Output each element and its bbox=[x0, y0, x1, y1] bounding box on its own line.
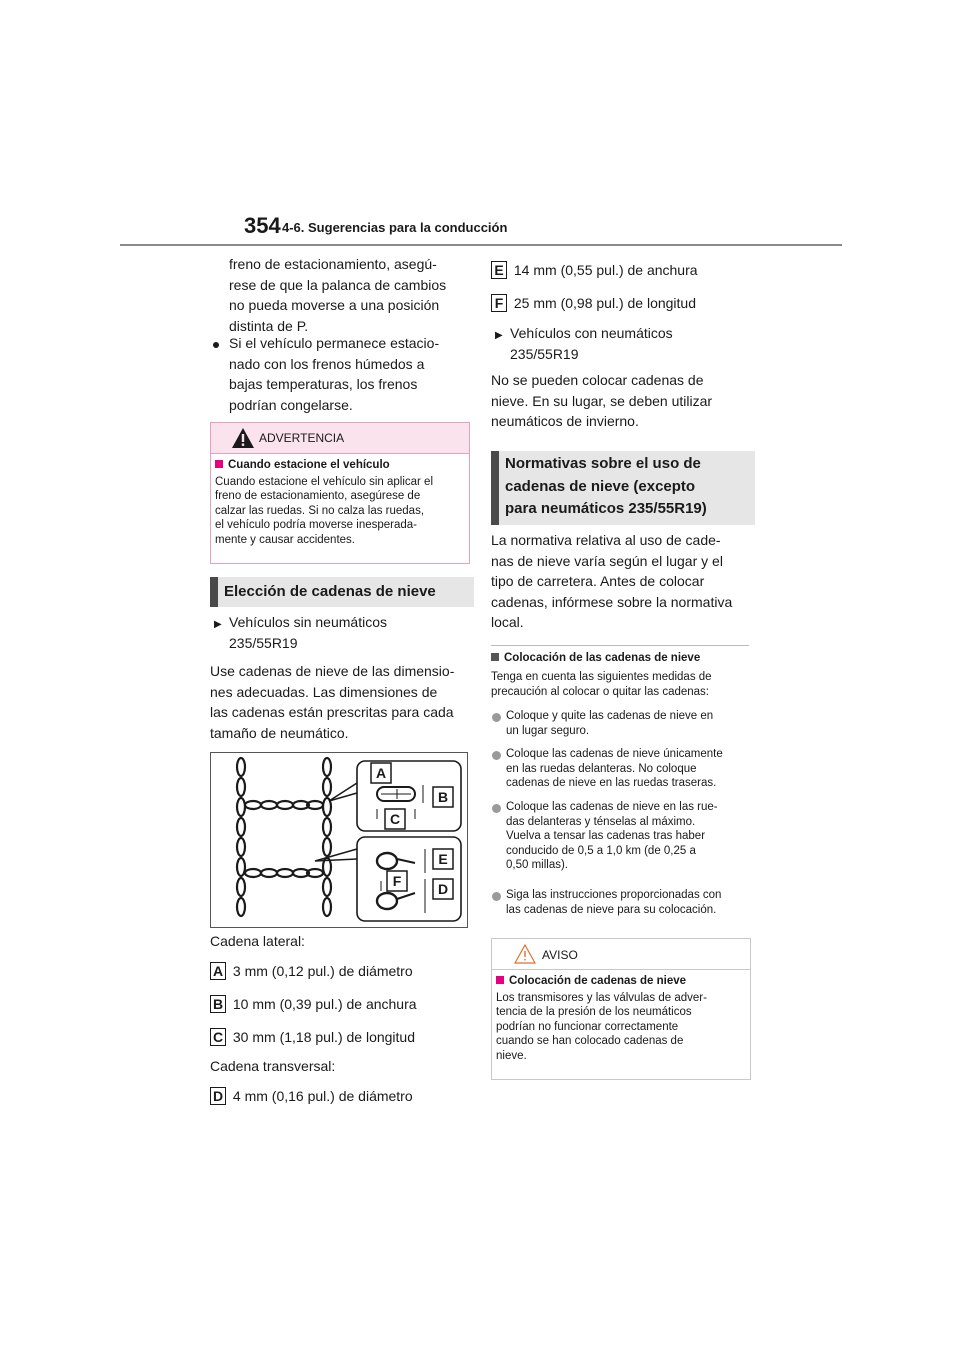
notice-box bbox=[491, 938, 751, 1080]
section-heading bbox=[491, 451, 755, 525]
notice-triangle-icon bbox=[514, 944, 536, 964]
item-text: 4 mm (0,16 pul.) de diámetro bbox=[232, 1088, 413, 1104]
text-line: 235/55R19 bbox=[510, 345, 579, 362]
text-line: cuando se han colocado cadenas de bbox=[496, 1035, 684, 1047]
triangle-bullet-icon: ▶ bbox=[495, 330, 503, 341]
warning-subtitle: Cuando estacione el vehículo bbox=[215, 458, 465, 473]
warning-header bbox=[211, 423, 469, 454]
triangle-bullet-icon: ▶ bbox=[214, 619, 222, 630]
item-text: 14 mm (0,55 pul.) de anchura bbox=[513, 262, 698, 278]
item-d bbox=[210, 1086, 413, 1107]
warning-box bbox=[210, 422, 470, 564]
text-line: rese de que la palanca de cambios bbox=[229, 276, 447, 293]
text-line: las cadenas están prescritas para cada bbox=[210, 704, 454, 720]
notice-body bbox=[496, 974, 746, 1063]
text-line: Use cadenas de nieve de las dimensio- bbox=[210, 663, 455, 679]
label-box: F bbox=[491, 294, 507, 312]
figure-label-a: A bbox=[375, 765, 387, 781]
text-line: podrían no funcionar correctamente bbox=[496, 1020, 679, 1033]
text-line: distinta de P. bbox=[229, 317, 309, 334]
text-line: freno de estacionamiento, asegú- bbox=[229, 256, 437, 272]
item-text: 30 mm (1,18 pul.) de longitud bbox=[232, 1029, 415, 1045]
bullet-dot bbox=[492, 751, 501, 760]
text-line: Vehículos con neumáticos bbox=[510, 325, 673, 341]
bullet-dot bbox=[492, 892, 501, 901]
subsection-title bbox=[510, 323, 750, 364]
subsection-heading: Colocación de las cadenas de nieve bbox=[491, 651, 753, 666]
text-line: Si el vehículo permanece estacio- bbox=[229, 335, 440, 351]
text-line: el vehículo podría moverse inesperada- bbox=[215, 519, 418, 531]
text-line: Cuando estacione el vehículo sin aplicar el bbox=[215, 475, 433, 488]
text-line: Tenga en cuenta las siguientes medidas de bbox=[491, 671, 712, 683]
cross-chain-label: Cadena transversal: bbox=[210, 1058, 336, 1074]
item-c bbox=[210, 1027, 415, 1048]
notice-subtitle: Colocación de cadenas de nieve bbox=[496, 974, 746, 989]
item-a bbox=[210, 961, 413, 982]
text-line: nado con los frenos húmedos a bbox=[229, 355, 425, 372]
header-rule bbox=[120, 244, 842, 246]
bullet-dot bbox=[492, 713, 501, 722]
dimensions-paragraph bbox=[210, 661, 470, 743]
subsection-title bbox=[229, 612, 479, 653]
text-line: No se pueden colocar cadenas de bbox=[491, 372, 704, 388]
text-line: nas de nieve varía según el lugar y el bbox=[491, 552, 723, 569]
text-line: Coloque las cadenas de nieve en las rue- bbox=[506, 801, 718, 813]
text-line: La normativa relativa al uso de cade- bbox=[491, 532, 721, 548]
item-e bbox=[491, 260, 698, 281]
text-line: das delanteras y ténselas al máximo. bbox=[506, 815, 696, 828]
text-line: 0,50 millas). bbox=[506, 859, 568, 871]
text-line: precaución al colocar o quitar las cadenas: bbox=[491, 685, 709, 698]
text-line: conducido de 0,5 a 1,0 km (de 0,25 a bbox=[506, 844, 696, 857]
figure-label-e: E bbox=[438, 851, 448, 867]
item-b bbox=[210, 994, 417, 1015]
text-line: bajas temperaturas, los frenos bbox=[229, 376, 418, 392]
label-box: A bbox=[210, 962, 226, 980]
text-line: Los transmisores y las válvulas de adver- bbox=[496, 991, 707, 1004]
text-line: en las ruedas delanteras. No coloque bbox=[506, 762, 697, 775]
precaution-bullet bbox=[506, 888, 756, 917]
text-line: Normativas sobre el uso de bbox=[505, 455, 701, 472]
text-line: para neumáticos 235/55R19) bbox=[505, 500, 707, 517]
label-box: B bbox=[210, 995, 226, 1013]
text-line: tamaño de neumático. bbox=[210, 724, 349, 741]
item-text: 3 mm (0,12 pul.) de diámetro bbox=[232, 963, 413, 979]
text-line: nieve. bbox=[496, 1049, 527, 1062]
bullet-dot bbox=[213, 342, 219, 348]
text-line: cadenas, infórmese sobre la normativa bbox=[491, 593, 733, 610]
figure-label-b: B bbox=[437, 789, 449, 805]
text-line: cadenas de nieve (excepto bbox=[505, 477, 696, 495]
text-line: local. bbox=[491, 614, 524, 630]
chain-figure bbox=[210, 752, 468, 928]
precaution-bullet bbox=[506, 747, 756, 791]
page-number: 354 bbox=[244, 213, 281, 238]
winter-tires-paragraph bbox=[491, 370, 751, 432]
square-icon bbox=[215, 460, 223, 468]
text-line: tipo de carretera. Antes de colocar bbox=[491, 573, 705, 589]
text-line: cadenas de nieve en las ruedas traseras. bbox=[506, 777, 717, 789]
warning-body bbox=[215, 458, 465, 547]
section-title: 4-6. Sugerencias para la conducción bbox=[282, 220, 508, 235]
figure-label-c: C bbox=[389, 811, 401, 827]
item-text: 25 mm (0,98 pul.) de longitud bbox=[513, 295, 696, 311]
text-line: calzar las ruedas. Si no calza las ruedas, bbox=[215, 504, 425, 517]
text-line: 235/55R19 bbox=[229, 634, 298, 651]
section-heading: Elección de cadenas de nieve bbox=[210, 577, 474, 607]
text-line: nes adecuadas. Las dimensiones de bbox=[210, 683, 438, 700]
label-box: E bbox=[491, 261, 507, 279]
figure-label-f: F bbox=[392, 873, 402, 889]
precautions-intro bbox=[491, 670, 753, 699]
text-line: mente y causar accidentes. bbox=[215, 533, 355, 546]
item-text: 10 mm (0,39 pul.) de anchura bbox=[232, 996, 417, 1012]
text-line: Vehículos sin neumáticos bbox=[229, 614, 387, 630]
text-line: un lugar seguro. bbox=[506, 724, 590, 737]
precaution-bullet bbox=[506, 800, 756, 873]
warning-triangle-icon bbox=[231, 427, 255, 449]
text-line: podrían congelarse. bbox=[229, 396, 353, 413]
text-line: Coloque las cadenas de nieve únicamente bbox=[506, 748, 723, 760]
bullet-dot bbox=[492, 804, 501, 813]
text-line: Vuelva a tensar las cadenas tras haber bbox=[506, 830, 706, 842]
text-line: neumáticos de invierno. bbox=[491, 413, 639, 429]
label-box: C bbox=[210, 1028, 226, 1046]
text-line: Coloque y quite las cadenas de nieve en bbox=[506, 710, 714, 722]
text-line: no pueda moverse a una posición bbox=[229, 297, 440, 313]
side-chain-label: Cadena lateral: bbox=[210, 933, 305, 949]
text-line: Siga las instrucciones proporcionadas con bbox=[506, 889, 722, 901]
chain-illustration bbox=[211, 753, 467, 927]
text-line: nieve. En su lugar, se deben utilizar bbox=[491, 392, 713, 409]
divider bbox=[491, 645, 749, 646]
precaution-bullet bbox=[506, 709, 756, 738]
warning-title: ADVERTENCIA bbox=[259, 431, 345, 445]
text-line: freno de estacionamiento, asegúrese de bbox=[215, 490, 421, 502]
regulations-paragraph bbox=[491, 530, 751, 633]
bullet-paragraph bbox=[229, 333, 479, 415]
text-line: las cadenas de nieve para su colocación. bbox=[506, 903, 717, 916]
item-f bbox=[491, 293, 696, 314]
figure-label-d: D bbox=[437, 881, 449, 897]
intro-paragraph bbox=[229, 254, 479, 336]
square-icon bbox=[496, 976, 504, 984]
square-icon bbox=[491, 653, 499, 661]
notice-title: AVISO bbox=[542, 948, 578, 962]
text-line: tencia de la presión de los neumáticos bbox=[496, 1006, 692, 1018]
label-box: D bbox=[210, 1087, 226, 1105]
vertical-chain-left bbox=[237, 758, 245, 916]
notice-header bbox=[492, 939, 750, 970]
